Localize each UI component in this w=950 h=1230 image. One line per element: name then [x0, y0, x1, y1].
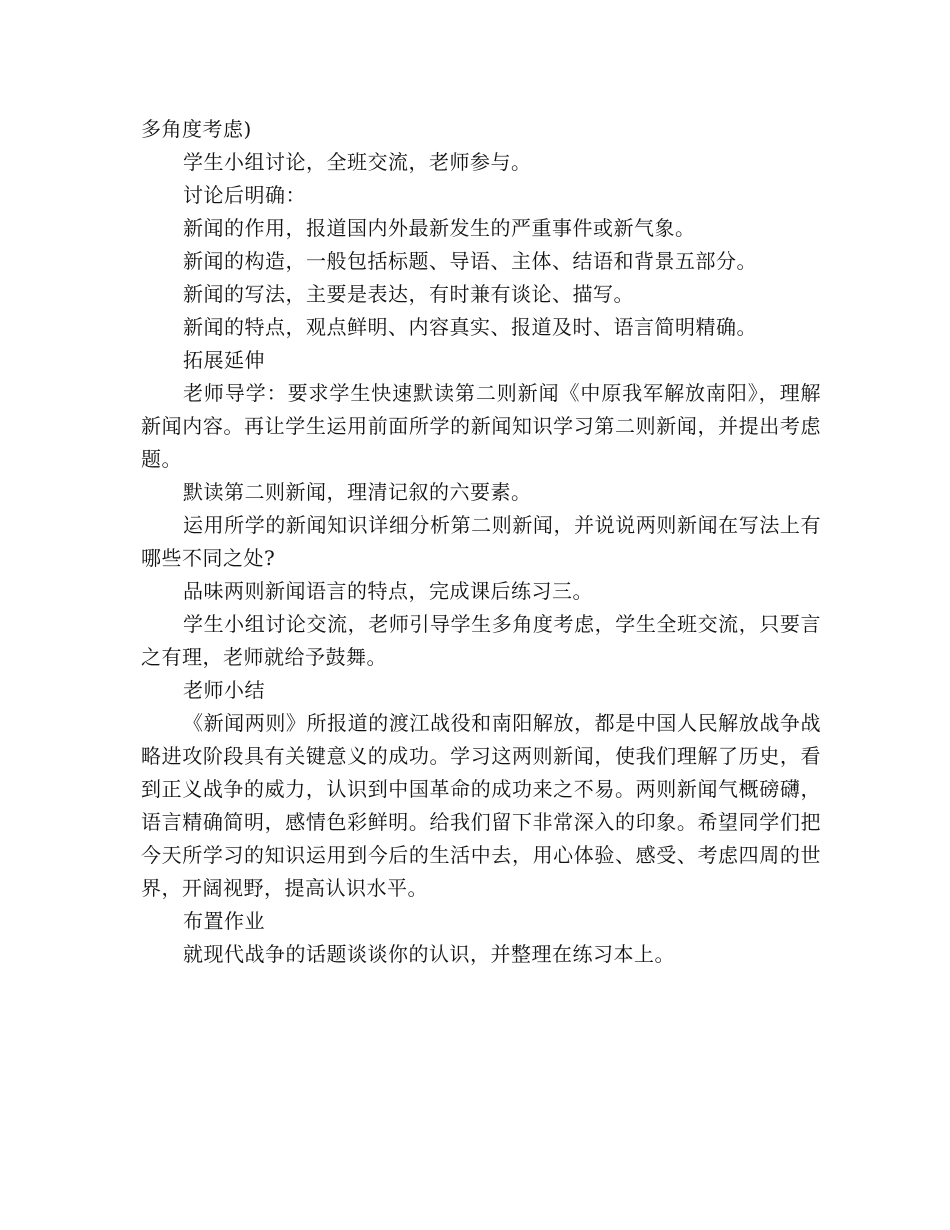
paragraph-teacher-guidance: 老师导学：要求学生快速默读第二则新闻《中原我军解放南阳》，理解新闻内容。再让学生运用前面所学的新闻知识学习第二则新闻，并提出考虑题。 — [141, 381, 821, 471]
paragraph-news-writing: 新闻的写法，主要是表达，有时兼有谈论、描写。 — [183, 282, 634, 306]
section-heading-summary: 老师小结 — [183, 678, 265, 702]
paragraph-silent-reading: 默读第二则新闻，理清记叙的六要素。 — [183, 480, 532, 504]
paragraph-group-discussion: 学生小组讨论，全班交流，老师参与。 — [183, 150, 532, 174]
document-page — [141, 113, 821, 971]
paragraph-discussion-conclusion: 讨论后明确： — [183, 183, 306, 207]
paragraph-news-features: 新闻的特点，观点鲜明、内容真实、报道及时、语言简明精确。 — [183, 315, 757, 339]
section-heading-homework: 布置作业 — [183, 909, 265, 933]
paragraph-news-structure: 新闻的构造，一般包括标题、导语、主体、结语和背景五部分。 — [183, 249, 757, 273]
paragraph-language-features: 品味两则新闻语言的特点，完成课后练习三。 — [183, 579, 593, 603]
section-heading-extension: 拓展延伸 — [183, 348, 265, 372]
paragraph-news-function: 新闻的作用，报道国内外最新发生的严重事件或新气象。 — [183, 216, 696, 240]
paragraph-group-exchange: 学生小组讨论交流，老师引导学生多角度考虑，学生全班交流，只要言之有理，老师就给予鼓舞。 — [141, 612, 821, 669]
paragraph-analysis: 运用所学的新闻知识详细分析第二则新闻，并说说两则新闻在写法上有哪些不同之处? — [141, 513, 821, 570]
paragraph-homework: 就现代战争的话题谈谈你的认识，并整理在练习本上。 — [183, 942, 675, 966]
paragraph-continuation: 多角度考虑) — [141, 117, 252, 141]
paragraph-summary: 《新闻两则》所报道的渡江战役和南阳解放，都是中国人民解放战争战略进攻阶段具有关键意义的成功。学习这两则新闻，使我们理解了历史，看到正义战争的威力，认识到中国革命的成功来之不易。两则新闻气概磅礴，语言精确简明，感情色彩鲜明。给我们留下非常深入的印象。希望同学们把今天所学习的知识运用到今后的生活中去，用心体验、感受、考虑四周的世界，开阔视野，提高认识水平。 — [141, 711, 821, 900]
